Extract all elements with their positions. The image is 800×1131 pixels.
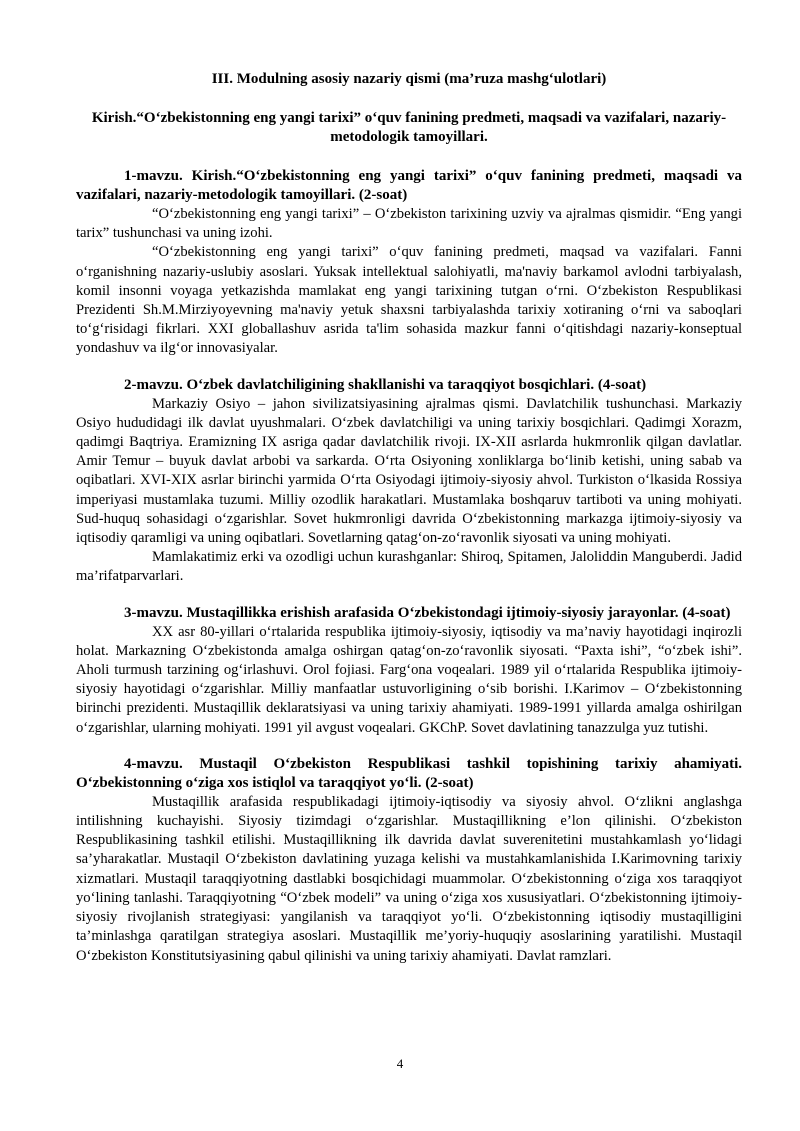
topic-paragraph: “O‘zbekistonning eng yangi tarixi” o‘quv fanining predmeti, maqsad va vazifalari. Fanni o‘rganishning nazariy-uslubiy asoslari. Yuksak intellektual salohiyatli, ma'naviy barkamol avlodni tarbiyalash, komil insonni voyaga yetkazishda mamlakat eng yangi tarixining tutgan o‘rni. O‘zbekiston Respublikasi Prezidenti Sh.M.Mirziyoyevning ma'naviy yetuk shaxsni tarbiyalashda tarixiy xotiraning o‘rni va saboqlari to‘g‘risidagi fikrlari. XXI globallashuv asrida ta'lim sohasida mazkur fanni o‘qitishdagi nazariy-konseptual yondashuv va ilg‘or innovasiyalar. [76,244,742,357]
topic-2 [76,376,742,587]
page-number: 4 [396,1056,404,1071]
topic-paragraph: “O‘zbekistonning eng yangi tarixi” – O‘zbekiston tarixining uzviy va ajralmas qismidir. “Eng yangi tarix” tushunchasi va uning izohi. [76,206,742,242]
topic-title: 2-mavzu. O‘zbek davlatchiligining shakllanishi va taraqqiyot bosqichlari. (4-soat) [124,376,647,393]
topic-paragraph: Markaziy Osiyo – jahon sivilizatsiyasining ajralmas qismi. Davlatchilik tushunchasi. Markaziy Osiyo hududidagi ilk davlat uyushmalari. O‘zbek davlatchiligi va uning tarixiy bosqichlari. Qadimgi Xorazm, qadimgi Baqtriya. Eramizning IX asriga qadar davlatchilik rivoji. IX-XII asrlarda hukmronlik qilgan davlatlar. Amir Temur – buyuk davlat arbobi va sarkarda. O‘rta Osiyoning xonliklarga bo‘linib ketishi, uning sabab va oqibatlari. XVI-XIX asrlar birinchi yarmida O‘rta Osiyodagi ijtimoiy-siyosiy ahvol. Turkiston o‘lkasida Rossiya imperiyasi mustamlaka tuzumi. Milliy ozodlik harakatlari. Mustamlaka boshqaruv tartiboti va uning mohiyati. Sud-huquq sohasidagi o‘zgarishlar. Sovet hukmronligi davrida O‘zbekistonning markazga ijtimoiy-siyosiy va iqtisodiy qaramligi va uning oqibatlari. Sovetlarning qatag‘on-zo‘ravonlik siyosati va uning mohiyati. [76,395,742,547]
topic-3 [76,604,742,738]
intro-heading: Kirish.“O‘zbekistonning eng yangi tarixi” o‘quv fanining predmeti, maqsadi va vazifalari, nazariy-metodologik tamoyillari. [91,110,727,145]
topic-title: 3-mavzu. Mustaqillikka erishish arafasida O‘zbekistondagi ijtimoiy-siyosiy jarayonlar. (4-soat) [124,604,731,621]
section-heading: III. Modulning asosiy nazariy qismi (ma’ruza mashg‘ulotlari) [211,71,607,87]
topic-paragraph: Mustaqillik arafasida respublikadagi ijtimoiy-iqtisodiy va siyosiy ahvol. O‘zlikni anglashga intilishning kuchayishi. Siyosiy tizimdagi o‘zgarishlar. Mustaqillikning e’lon qilinishi. O‘zbekiston Respublikasining tashkil etilishi. Mustaqillikning ilk davrida davlat suverenitetini mustahkamlash yo‘lidagi sa’yharakatlar. Mustaqil O‘zbekiston davlatining yuzaga kelishi va mustahkamlanishida I.Karimovning tarixiy xizmatlari. Mustaqil taraqqiyotning dastlabki bosqichidagi muammolar. O‘zbekistonning o‘ziga xos taraqqiyot yo‘lining tanlashi. Taraqqiyotning “O‘zbek modeli” va uning o‘ziga xos xususiyatlari. O‘zbekistonning ijtimoiy-siyosiy rivojlanish strategiyasi: yangilanish va taraqqiyot yo‘li. O‘zbekistonning iqtisodiy mustaqilligini ta’minlashga qaratilgan strategiya asoslari. Mustaqillik me’yoriy-huquqiy asoslarining yaratilishi. Mustaqil O‘zbekiston Konstitutsiyasining qabul qilinishi va uning tarixiy ahamiyati. Davlat ramzlari. [76,793,742,964]
topic-1 [76,167,742,359]
topic-paragraph: XX asr 80-yillari o‘rtalarida respublika ijtimoiy-siyosiy, iqtisodiy va ma’naviy hayotidagi inqirozli holat. Markazning O‘zbekistonda amalga oshirgan qatag‘on-zo‘ravonlik siyosati. “Paxta ishi”, “o‘zbek ishi”. Aholi turmush tarzining og‘irlashuvi. Orol fojiasi. Farg‘ona voqealari. 1989 yil o‘rtalarida Respublika ijtimoiy-siyosiy hayotidagi o‘zgarishlar. Milliy manfaatlar ustuvorligining o‘sib borishi. I.Karimov – O‘zbekistonning birinchi prezidenti. Mustaqillik deklaratsiyasi va uning tarixiy ahamiyati. 1989-1991 yillarda amalga oshirilgan o‘zgarishlar, ularning mohiyati. 1991 yil avgust voqealari. GKChP. Sovet davlatining tanazzulga yuz tutishi. [76,623,742,736]
topic-4 [76,755,742,966]
topic-paragraph: Mamlakatimiz erki va ozodligi uchun kurashganlar: Shiroq, Spitamen, Jaloliddin Manguberdi. Jadid ma’rifatparvarlari. [76,549,742,585]
document-page [76,70,742,983]
topic-title: 4-mavzu. Mustaqil O‘zbekiston Respublikasi tashkil topishining tarixiy ahamiyati. O‘zbekistonning o‘ziga xos istiqlol va taraqqiyot yo‘li. (2-soat) [76,755,742,791]
topic-title: 1-mavzu. Kirish.“O‘zbekistonning eng yangi tarixi” o‘quv fanining predmeti, maqsadi va vazifalari, nazariy-metodologik tamoyillari. (2-soat) [76,168,742,203]
